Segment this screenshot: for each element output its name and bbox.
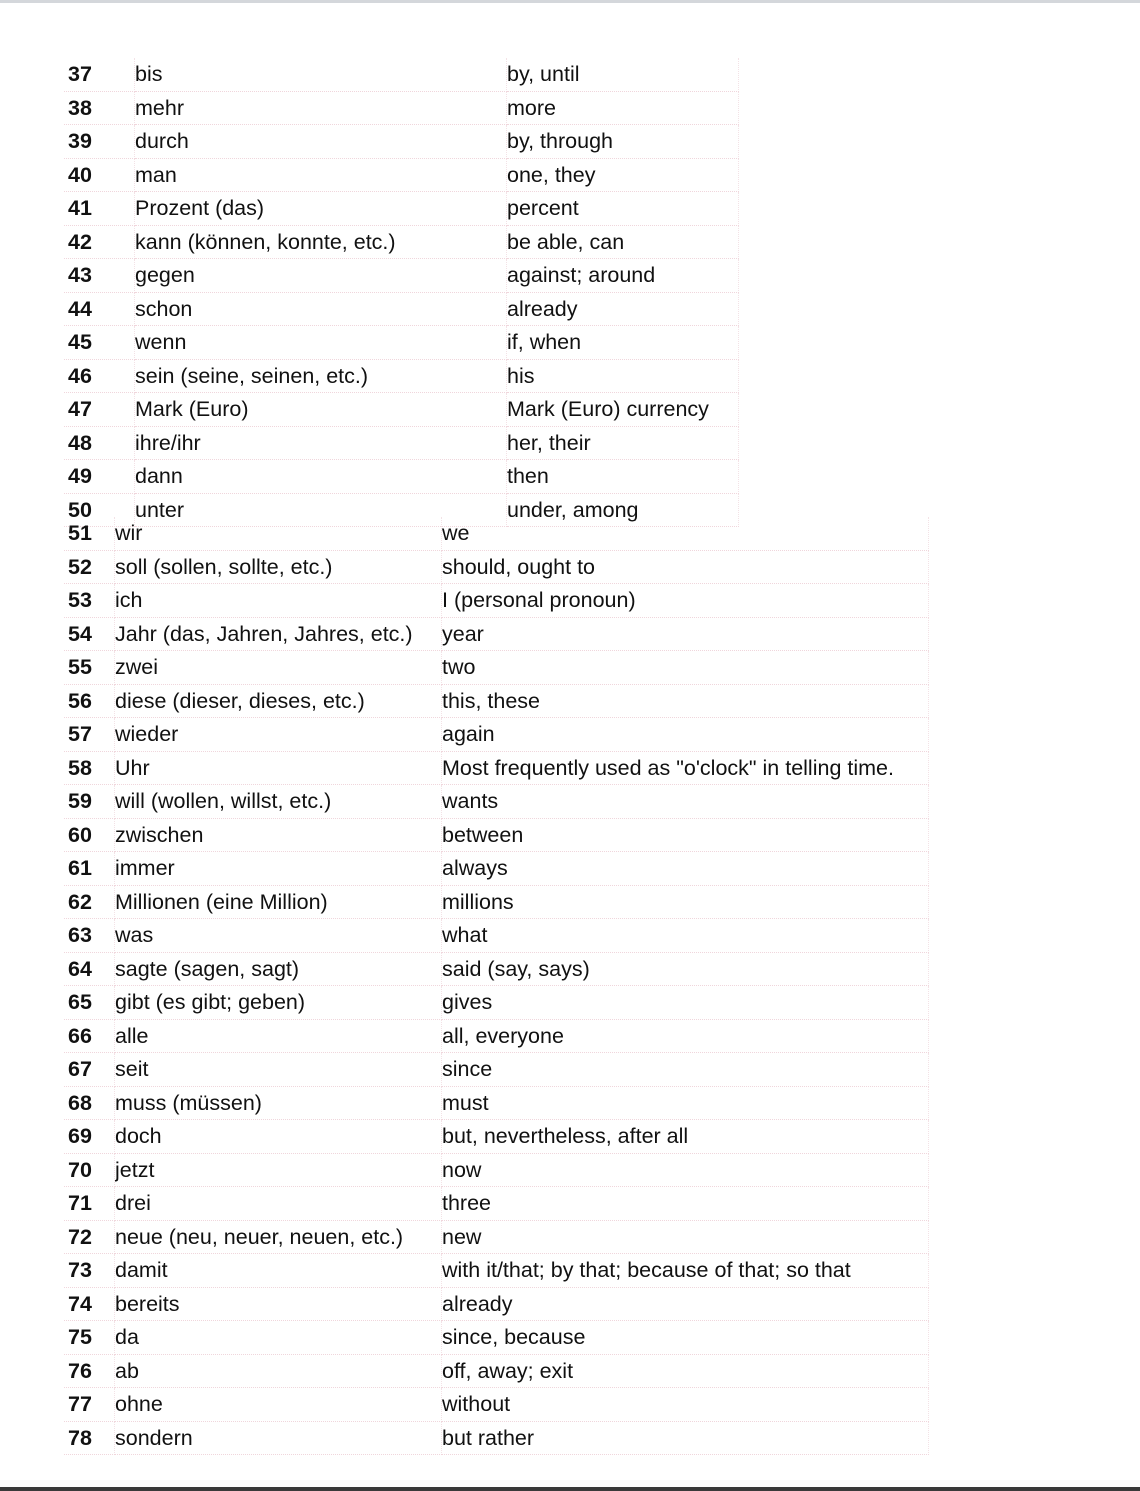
entry-number: 72 bbox=[64, 1220, 115, 1254]
english-meaning: year bbox=[442, 617, 929, 651]
entry-number: 63 bbox=[64, 919, 115, 953]
entry-number: 56 bbox=[64, 684, 115, 718]
german-word: ab bbox=[115, 1354, 442, 1388]
table-row bbox=[64, 460, 739, 494]
english-meaning: already bbox=[507, 292, 739, 326]
entry-number: 37 bbox=[64, 58, 135, 91]
entry-number: 38 bbox=[64, 91, 135, 125]
entry-number: 42 bbox=[64, 225, 135, 259]
german-word: ihre/ihr bbox=[135, 426, 507, 460]
german-word: zwei bbox=[115, 651, 442, 685]
english-meaning: said (say, says) bbox=[442, 952, 929, 986]
entry-number: 75 bbox=[64, 1321, 115, 1355]
entry-number: 69 bbox=[64, 1120, 115, 1154]
table-row bbox=[64, 986, 929, 1020]
english-meaning: already bbox=[442, 1287, 929, 1321]
entry-number: 78 bbox=[64, 1421, 115, 1455]
german-word: diese (dieser, dieses, etc.) bbox=[115, 684, 442, 718]
entry-number: 60 bbox=[64, 818, 115, 852]
german-word: unter bbox=[135, 493, 507, 527]
table-row bbox=[64, 1354, 929, 1388]
entry-number: 74 bbox=[64, 1287, 115, 1321]
entry-number: 46 bbox=[64, 359, 135, 393]
english-meaning: always bbox=[442, 852, 929, 886]
table-row bbox=[64, 1120, 929, 1154]
english-meaning: wants bbox=[442, 785, 929, 819]
table-row bbox=[64, 58, 739, 91]
german-word: man bbox=[135, 158, 507, 192]
german-word: Mark (Euro) bbox=[135, 393, 507, 427]
german-word: wieder bbox=[115, 718, 442, 752]
table-row bbox=[64, 292, 739, 326]
german-word: Uhr bbox=[115, 751, 442, 785]
english-meaning: more bbox=[507, 91, 739, 125]
entry-number: 61 bbox=[64, 852, 115, 886]
german-word: dann bbox=[135, 460, 507, 494]
english-meaning: all, everyone bbox=[442, 1019, 929, 1053]
entry-number: 49 bbox=[64, 460, 135, 494]
german-word: da bbox=[115, 1321, 442, 1355]
entry-number: 52 bbox=[64, 550, 115, 584]
english-meaning: between bbox=[442, 818, 929, 852]
english-meaning: now bbox=[442, 1153, 929, 1187]
table-row bbox=[64, 393, 739, 427]
table-row bbox=[64, 919, 929, 953]
german-word: will (wollen, willst, etc.) bbox=[115, 785, 442, 819]
entry-number: 62 bbox=[64, 885, 115, 919]
english-meaning: off, away; exit bbox=[442, 1354, 929, 1388]
table-row bbox=[64, 1019, 929, 1053]
table-row bbox=[64, 885, 929, 919]
table-row bbox=[64, 326, 739, 360]
english-meaning: two bbox=[442, 651, 929, 685]
entry-number: 39 bbox=[64, 125, 135, 159]
german-word: immer bbox=[115, 852, 442, 886]
english-meaning: but rather bbox=[442, 1421, 929, 1455]
german-word: wenn bbox=[135, 326, 507, 360]
table-row bbox=[64, 718, 929, 752]
english-meaning: if, when bbox=[507, 326, 739, 360]
entry-number: 43 bbox=[64, 259, 135, 293]
table-row bbox=[64, 192, 739, 226]
entry-number: 53 bbox=[64, 584, 115, 618]
table-row bbox=[64, 125, 739, 159]
entry-number: 41 bbox=[64, 192, 135, 226]
table-row bbox=[64, 751, 929, 785]
english-meaning: this, these bbox=[442, 684, 929, 718]
table-row bbox=[64, 584, 929, 618]
entry-number: 65 bbox=[64, 986, 115, 1020]
vocabulary-table-lower-body bbox=[64, 517, 929, 1455]
entry-number: 50 bbox=[64, 493, 135, 527]
scan-edge-top bbox=[0, 0, 1140, 3]
entry-number: 57 bbox=[64, 718, 115, 752]
entry-number: 51 bbox=[64, 517, 115, 550]
german-word: seit bbox=[115, 1053, 442, 1087]
english-meaning: by, through bbox=[507, 125, 739, 159]
english-meaning: her, their bbox=[507, 426, 739, 460]
table-row bbox=[64, 1187, 929, 1221]
table-row bbox=[64, 1421, 929, 1455]
entry-number: 44 bbox=[64, 292, 135, 326]
table-row bbox=[64, 158, 739, 192]
german-word: drei bbox=[115, 1187, 442, 1221]
entry-number: 59 bbox=[64, 785, 115, 819]
english-meaning: be able, can bbox=[507, 225, 739, 259]
german-word: kann (können, konnte, etc.) bbox=[135, 225, 507, 259]
german-word: neue (neu, neuer, neuen, etc.) bbox=[115, 1220, 442, 1254]
english-meaning: but, nevertheless, after all bbox=[442, 1120, 929, 1154]
english-meaning: again bbox=[442, 718, 929, 752]
german-word: sondern bbox=[115, 1421, 442, 1455]
german-word: sagte (sagen, sagt) bbox=[115, 952, 442, 986]
entry-number: 47 bbox=[64, 393, 135, 427]
table-row bbox=[64, 1153, 929, 1187]
english-meaning: then bbox=[507, 460, 739, 494]
english-meaning: percent bbox=[507, 192, 739, 226]
table-row bbox=[64, 225, 739, 259]
entry-number: 73 bbox=[64, 1254, 115, 1288]
table-row bbox=[64, 426, 739, 460]
german-word: bis bbox=[135, 58, 507, 91]
english-meaning: we bbox=[442, 517, 929, 550]
german-word: gibt (es gibt; geben) bbox=[115, 986, 442, 1020]
german-word: Prozent (das) bbox=[135, 192, 507, 226]
scan-edge-bottom bbox=[0, 1487, 1140, 1491]
german-word: ohne bbox=[115, 1388, 442, 1422]
vocabulary-table-upper-body bbox=[64, 58, 739, 527]
german-word: damit bbox=[115, 1254, 442, 1288]
german-word: schon bbox=[135, 292, 507, 326]
english-meaning: should, ought to bbox=[442, 550, 929, 584]
entry-number: 64 bbox=[64, 952, 115, 986]
german-word: zwischen bbox=[115, 818, 442, 852]
english-meaning: what bbox=[442, 919, 929, 953]
entry-number: 48 bbox=[64, 426, 135, 460]
english-meaning: under, among bbox=[507, 493, 739, 527]
table-row bbox=[64, 651, 929, 685]
english-meaning: must bbox=[442, 1086, 929, 1120]
vocabulary-table-lower bbox=[64, 517, 929, 1455]
vocabulary-table-upper bbox=[64, 58, 739, 527]
entry-number: 76 bbox=[64, 1354, 115, 1388]
german-word: soll (sollen, sollte, etc.) bbox=[115, 550, 442, 584]
entry-number: 68 bbox=[64, 1086, 115, 1120]
table-row bbox=[64, 952, 929, 986]
german-word: bereits bbox=[115, 1287, 442, 1321]
entry-number: 54 bbox=[64, 617, 115, 651]
entry-number: 70 bbox=[64, 1153, 115, 1187]
english-meaning: one, they bbox=[507, 158, 739, 192]
entry-number: 45 bbox=[64, 326, 135, 360]
english-meaning: his bbox=[507, 359, 739, 393]
entry-number: 40 bbox=[64, 158, 135, 192]
entry-number: 58 bbox=[64, 751, 115, 785]
german-word: doch bbox=[115, 1120, 442, 1154]
english-meaning: millions bbox=[442, 885, 929, 919]
german-word: gegen bbox=[135, 259, 507, 293]
table-row bbox=[64, 359, 739, 393]
table-row bbox=[64, 1086, 929, 1120]
table-row bbox=[64, 684, 929, 718]
english-meaning: three bbox=[442, 1187, 929, 1221]
english-meaning: gives bbox=[442, 986, 929, 1020]
german-word: muss (müssen) bbox=[115, 1086, 442, 1120]
german-word: ich bbox=[115, 584, 442, 618]
german-word: jetzt bbox=[115, 1153, 442, 1187]
table-row bbox=[64, 617, 929, 651]
english-meaning: since bbox=[442, 1053, 929, 1087]
table-row bbox=[64, 1287, 929, 1321]
german-word: Millionen (eine Million) bbox=[115, 885, 442, 919]
table-row bbox=[64, 852, 929, 886]
german-word: mehr bbox=[135, 91, 507, 125]
german-word: wir bbox=[115, 517, 442, 550]
table-row bbox=[64, 785, 929, 819]
german-word: alle bbox=[115, 1019, 442, 1053]
table-row bbox=[64, 1254, 929, 1288]
english-meaning: by, until bbox=[507, 58, 739, 91]
table-row bbox=[64, 259, 739, 293]
table-row bbox=[64, 1053, 929, 1087]
table-row bbox=[64, 818, 929, 852]
table-row bbox=[64, 91, 739, 125]
table-row bbox=[64, 1388, 929, 1422]
table-row bbox=[64, 550, 929, 584]
english-meaning: against; around bbox=[507, 259, 739, 293]
english-meaning: Mark (Euro) currency bbox=[507, 393, 739, 427]
table-row bbox=[64, 1321, 929, 1355]
german-word: sein (seine, seinen, etc.) bbox=[135, 359, 507, 393]
entry-number: 55 bbox=[64, 651, 115, 685]
german-word: was bbox=[115, 919, 442, 953]
english-meaning: new bbox=[442, 1220, 929, 1254]
entry-number: 67 bbox=[64, 1053, 115, 1087]
english-meaning: without bbox=[442, 1388, 929, 1422]
english-meaning: since, because bbox=[442, 1321, 929, 1355]
german-word: Jahr (das, Jahren, Jahres, etc.) bbox=[115, 617, 442, 651]
english-meaning: I (personal pronoun) bbox=[442, 584, 929, 618]
entry-number: 77 bbox=[64, 1388, 115, 1422]
table-row bbox=[64, 1220, 929, 1254]
english-meaning: Most frequently used as "o'clock" in telling time. bbox=[442, 751, 929, 785]
entry-number: 66 bbox=[64, 1019, 115, 1053]
english-meaning: with it/that; by that; because of that; so that bbox=[442, 1254, 929, 1288]
entry-number: 71 bbox=[64, 1187, 115, 1221]
german-word: durch bbox=[135, 125, 507, 159]
table-row bbox=[64, 517, 929, 550]
